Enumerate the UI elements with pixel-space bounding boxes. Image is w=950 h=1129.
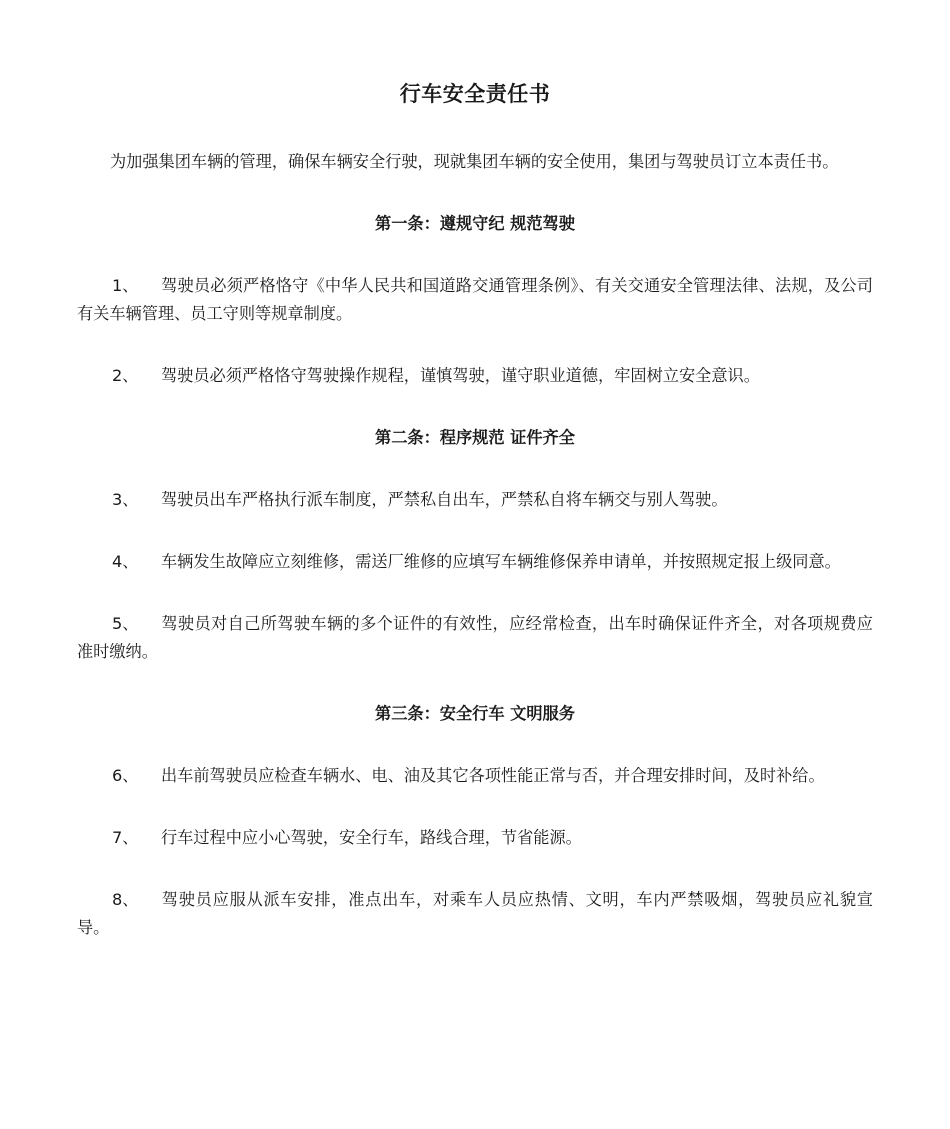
intro-paragraph: 为加强集团车辆的管理，确保车辆安全行驶，现就集团车辆的安全使用，集团与驾驶员订立本责任书。 [110, 152, 839, 171]
section-2 [77, 424, 873, 666]
clause-text: 驾驶员必须严格恪守驾驶操作规程，谨慎驾驶，谨守职业道德，牢固树立安全意识。 [161, 366, 760, 385]
clause-text: 出车前驾驶员应检查车辆水、电、油及其它各项性能正常与否，并合理安排时间，及时补给。 [161, 766, 825, 785]
clause-number: 6、 [112, 766, 139, 785]
clause-1 [77, 272, 873, 328]
document-title: 行车安全责任书 [399, 82, 551, 106]
clause-number: 2、 [112, 366, 139, 385]
clause-2 [77, 362, 873, 390]
clause-text: 行车过程中应小心驾驶，安全行车，路线合理，节省能源。 [161, 828, 582, 847]
section-heading: 第一条：遵规守纪 规范驾驶 [375, 214, 575, 233]
clause-number: 4、 [112, 552, 139, 571]
clause-number: 8、 [112, 890, 139, 909]
clause-3 [77, 486, 873, 514]
clause-text: 驾驶员必须严格恪守《中华人民共和国道路交通管理条例》、有关交通安全管理法律、法规，及公司有关车辆管理、员工守则等规章制度。 [77, 276, 873, 323]
section-heading: 第二条：程序规范 证件齐全 [375, 428, 575, 447]
clause-5 [77, 610, 873, 666]
clause-number: 5、 [112, 614, 139, 633]
clause-7 [77, 824, 873, 852]
section-3 [77, 700, 873, 942]
clause-number: 3、 [112, 490, 139, 509]
clause-number: 7、 [112, 828, 139, 847]
section-heading: 第三条：安全行车 文明服务 [375, 704, 575, 723]
clause-text: 驾驶员应服从派车安排，准点出车，对乘车人员应热情、文明，车内严禁吸烟，驾驶员应礼貌宣导。 [77, 890, 873, 937]
clause-text: 车辆发生故障应立刻维修，需送厂维修的应填写车辆维修保养申请单，并按照规定报上级同意。 [161, 552, 841, 571]
clause-number: 1、 [112, 276, 139, 295]
section-1 [77, 210, 873, 390]
clause-6 [77, 762, 873, 790]
clause-8 [77, 886, 873, 942]
clause-text: 驾驶员对自己所驾驶车辆的多个证件的有效性，应经常检查，出车时确保证件齐全，对各项规费应准时缴纳。 [77, 614, 873, 661]
clause-text: 驾驶员出车严格执行派车制度，严禁私自出车，严禁私自将车辆交与别人驾驶。 [161, 490, 728, 509]
clause-4 [77, 548, 873, 576]
